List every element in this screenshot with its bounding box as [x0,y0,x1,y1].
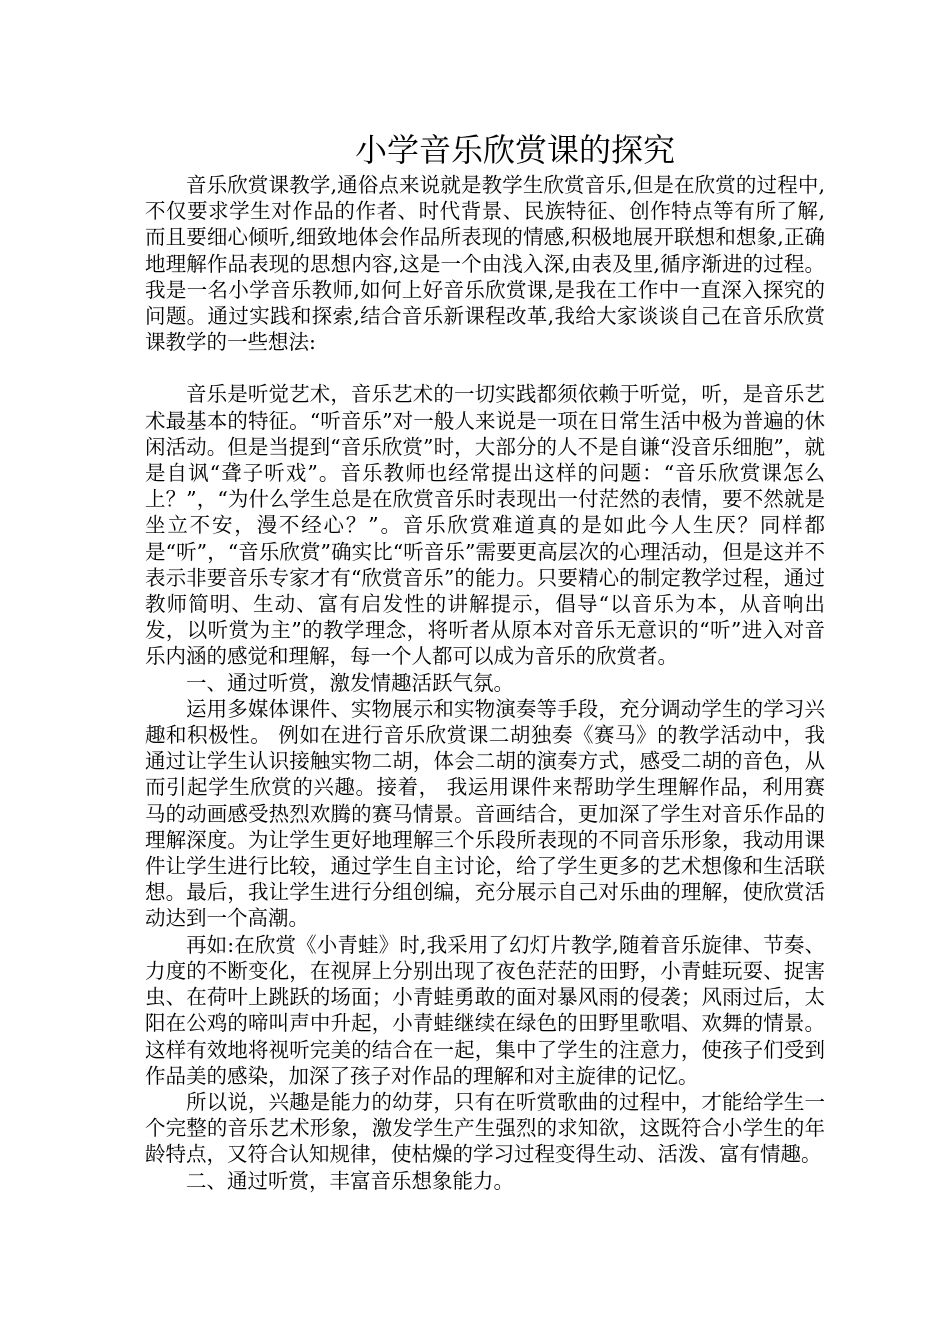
document-body [145,128,825,1194]
document-title: 小学音乐欣赏课的探究 [354,131,675,169]
body-paragraph-interest: 所以说，兴趣是能力的幼芽，只有在听赏歌曲的过程中，才能给学生一个完整的音乐艺术形象，激发学生产生强烈的求知欲，这既符合小学生的年龄特点，又符合认知规律，使枯燥的学习过程变得生动、活泼、富有情趣。 [145,1089,825,1167]
body-paragraph-listening: 音乐是听觉艺术，音乐艺术的一切实践都须依赖于听觉，听，是音乐艺术最基本的特征。“听音乐”对一般人来说是一项在日常生活中极为普遍的休闲活动。但是当提到“音乐欣赏”时，大部分的人不是自谦“没音乐细胞”，就是自讽“聋子听戏”。音乐教师也经常提出这样的问题：“音乐欣赏课怎么上？”，“为什么学生总是在欣赏音乐时表现出一付茫然的表情，要不然就是坐立不安，漫不经心？”。音乐欣赏难道真的是如此今人生厌？同样都是“听”，“音乐欣赏”确实比“听音乐”需要更高层次的心理活动，但是这并不表示非要音乐专家才有“欣赏音乐”的能力。只要精心的制定教学过程，通过教师简明、生动、富有启发性的讲解提示，倡导“以音乐为本，从音响出发，以听赏为主”的教学理念，将听者从原本对音乐无意识的“听”进入对音乐内涵的感觉和理解，每一个人都可以成为音乐的欣赏者。 [145,382,825,669]
section-heading-2: 二、通过听赏，丰富音乐想象能力。 [186,1168,514,1193]
paragraph-spacer [145,355,825,381]
section-heading-1: 一、通过听赏，激发情趣活跃气氛。 [186,670,514,695]
body-paragraph-little-frog: 再如:在欣赏《小青蛙》时,我采用了幻灯片教学,随着音乐旋律、节奏、力度的不断变化，在视屏上分别出现了夜色茫茫的田野，小青蛙玩耍、捉害虫、在荷叶上跳跃的场面；小青蛙勇敢的面对暴风雨的侵袭；风雨过后，太阳在公鸡的啼叫声中升起，小青蛙继续在绿色的田野里歌唱、欢舞的情景。这样有效地将视听完美的结合在一起，集中了学生的注意力，使孩子们受到作品美的感染，加深了孩子对作品的理解和对主旋律的记忆。 [145,932,825,1088]
body-paragraph-multimedia: 运用多媒体课件、实物展示和实物演奏等手段，充分调动学生的学习兴趣和积极性。 例如在进行音乐欣赏课二胡独奏《赛马》的教学活动中，我通过让学生认识接触实物二胡，体会二胡的演奏方式，感受二胡的音色，从而引起学生欣赏的兴趣。接着， 我运用课件来帮助学生理解作品，利用赛马的动画感受热烈欢腾的赛马情景。音画结合，更加深了学生对音乐作品的理解深度。为让学生更好地理解三个乐段所表现的不同音乐形象，我动用课件让学生进行比较，通过学生自主讨论，给了学生更多的艺术想像和生活联想。最后，我让学生进行分组创编，充分展示自己对乐曲的理解，使欣赏活动达到一个高潮。 [145,696,825,931]
intro-paragraph: 音乐欣赏课教学,通俗点来说就是教学生欣赏音乐,但是在欣赏的过程中,不仅要求学生对作品的作者、时代背景、民族特征、创作特点等有所了解,而且要细心倾听,细致地体会作品所表现的情感,积极地展开联想和想象,正确地理解作品表现的思想内容,这是一个由浅入深,由表及里,循序渐进的过程。我是一名小学音乐教师,如何上好音乐欣赏课,是我在工作中一直深入探究的问题。通过实践和探索,结合音乐新课程改革,我给大家谈谈自己在音乐欣赏课教学的一些想法: [145,173,825,355]
